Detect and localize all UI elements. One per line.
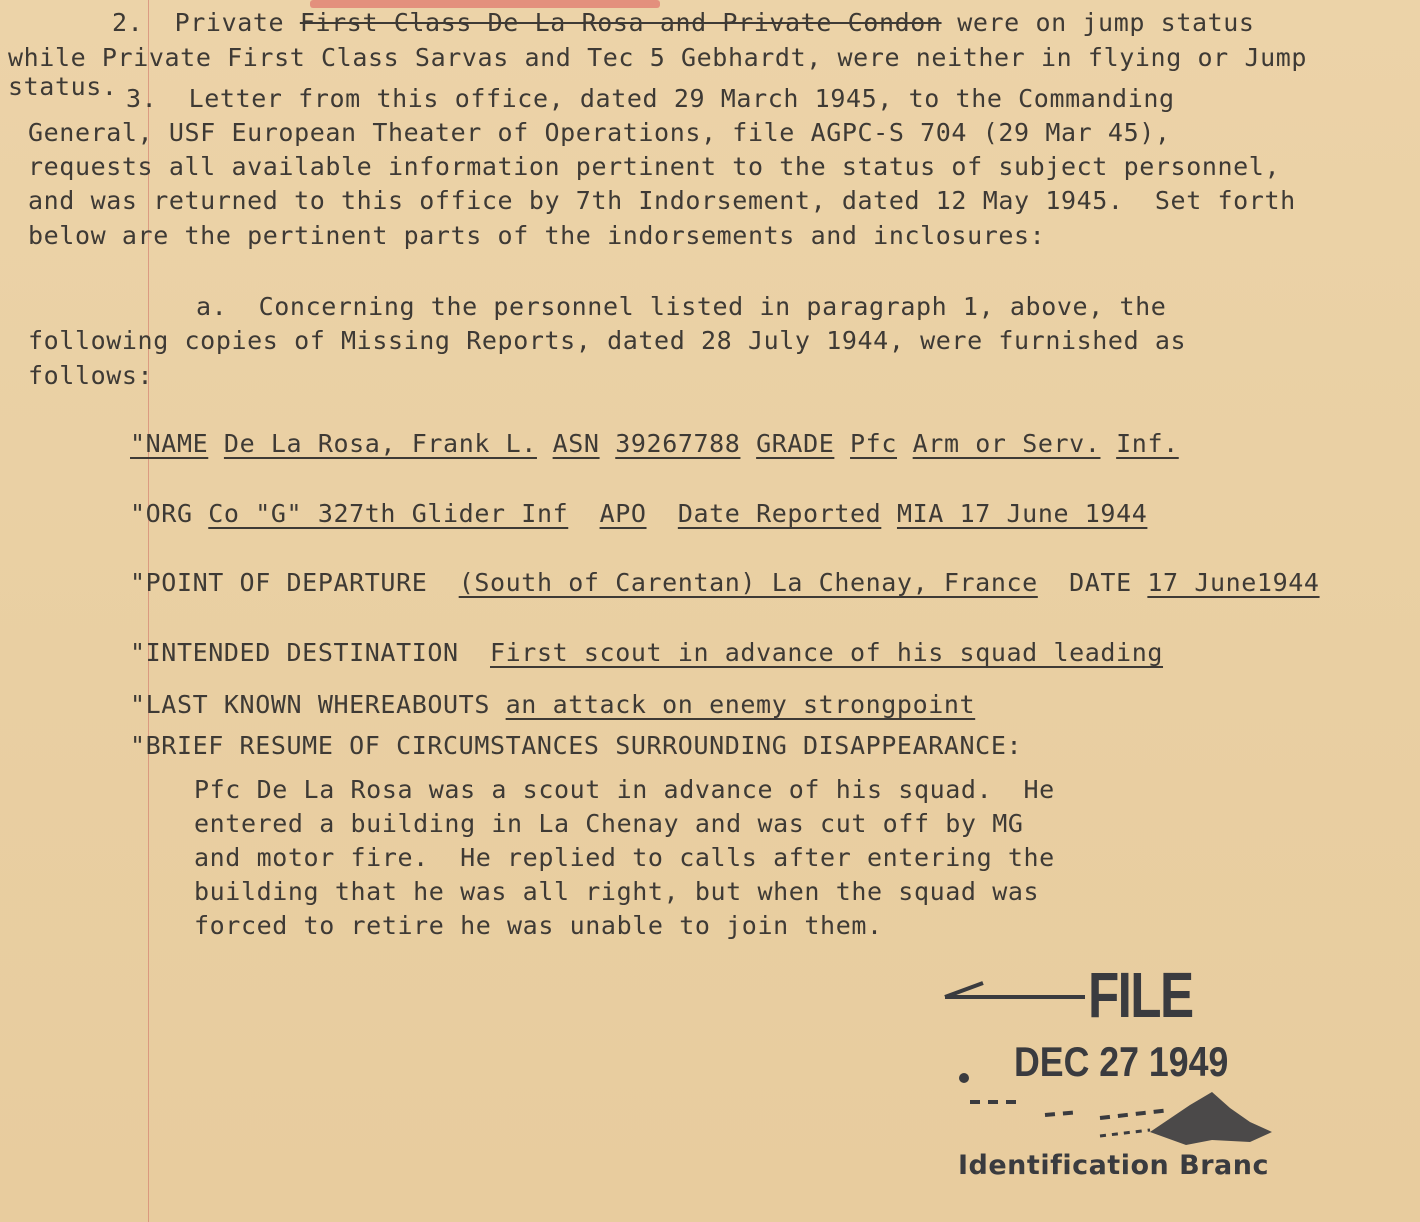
departure-label: "POINT OF DEPARTURE	[130, 568, 428, 597]
grade-label: GRADE	[756, 429, 835, 458]
departure-date-label: DATE	[1069, 568, 1132, 597]
resume-line-1: Pfc De La Rosa was a scout in advance of his squad. He	[194, 775, 1055, 804]
item-a-line-1-text: Concerning the personnel listed in paragraph 1, above, the	[258, 292, 1167, 321]
name-label: "NAME	[130, 429, 209, 458]
paragraph-2-struck-text: First Class De La Rosa and Private Condon	[299, 8, 942, 37]
destination-label: "INTENDED DESTINATION	[130, 638, 459, 667]
stamp-branch: Identification Branc	[958, 1150, 1269, 1181]
asn-value: 39267788	[615, 429, 741, 458]
paragraph-3-line-1	[126, 84, 1175, 114]
name-value: De La Rosa, Frank L.	[223, 429, 537, 458]
resume-line-4: building that he was all right, but when the squad was	[194, 877, 1040, 906]
departure-date-value: 17 June1944	[1147, 568, 1320, 597]
report-destination-line	[130, 638, 1163, 668]
report-departure-line	[130, 568, 1320, 598]
file-stamp: FILE	[1088, 959, 1193, 1031]
paragraph-2-line-1	[112, 8, 1255, 38]
item-a-line-2: following copies of Missing Reports, dated 28 July 1944, were furnished as	[28, 326, 1187, 355]
report-whereabouts-line	[130, 690, 975, 720]
asn-label: ASN	[552, 429, 600, 458]
org-value: Co "G" 327th Glider Inf	[208, 499, 569, 528]
report-resume-label: "BRIEF RESUME OF CIRCUMSTANCES SURROUNDING DISAPPEARANCE:	[130, 731, 1023, 760]
paragraph-2-lead: Private	[174, 8, 300, 37]
paragraph-2-number: 2.	[112, 8, 144, 37]
paragraph-3-line-3: requests all available information pertinent to the status of subject personnel,	[28, 152, 1281, 181]
whereabouts-value: an attack on enemy strongpoint	[505, 690, 976, 719]
paragraph-3-line-5: below are the pertinent parts of the indorsements and inclosures:	[28, 221, 1046, 250]
item-a-line-1	[196, 292, 1166, 322]
margin-rule	[148, 0, 149, 1222]
resume-line-3: and motor fire. He replied to calls after entering the	[194, 843, 1055, 872]
resume-line-2: entered a building in La Chenay and was cut off by MG	[194, 809, 1024, 838]
paragraph-3-number: 3.	[126, 84, 158, 113]
red-pencil-mark	[310, 0, 660, 8]
report-name-line	[130, 429, 1179, 459]
arm-label: Arm or Serv.	[912, 429, 1101, 458]
whereabouts-label: "LAST KNOWN WHEREABOUTS	[130, 690, 490, 719]
date-reported-value: MIA 17 June 1944	[896, 499, 1148, 528]
stamp-date: DEC 27 1949	[1014, 1038, 1229, 1085]
paragraph-3-line-1-text: Letter from this office, dated 29 March 1945, to the Commanding	[188, 84, 1175, 113]
paragraph-3-line-4: and was returned to this office by 7th Indorsement, dated 12 May 1945. Set forth	[28, 186, 1296, 215]
destination-value: First scout in advance of his squad leading	[490, 638, 1164, 667]
item-a-label: a.	[196, 292, 228, 321]
resume-line-5: forced to retire he was unable to join them.	[194, 911, 883, 940]
grade-value: Pfc	[850, 429, 897, 458]
paragraph-2-line-2: while Private First Class Sarvas and Tec 5 Gebhardt, were neither in flying or Jump	[8, 43, 1308, 72]
paragraph-3-line-2: General, USF European Theater of Operations, file AGPC-S 704 (29 Mar 45),	[28, 118, 1171, 147]
item-a-line-3: follows:	[28, 361, 154, 390]
paragraph-2-line-3: status.	[8, 72, 118, 101]
apo-label: APO	[599, 499, 647, 528]
arm-value: Inf.	[1116, 429, 1179, 458]
stamp-smudge-icon	[950, 1060, 1290, 1155]
paragraph-2-tail: were on jump status	[941, 8, 1255, 37]
report-org-line	[130, 499, 1147, 529]
stamp-arrow-icon	[935, 975, 1105, 1015]
org-label: "ORG	[130, 499, 193, 528]
date-reported-label: Date Reported	[677, 499, 882, 528]
departure-value: (South of Carentan) La Chenay, France	[458, 568, 1038, 597]
